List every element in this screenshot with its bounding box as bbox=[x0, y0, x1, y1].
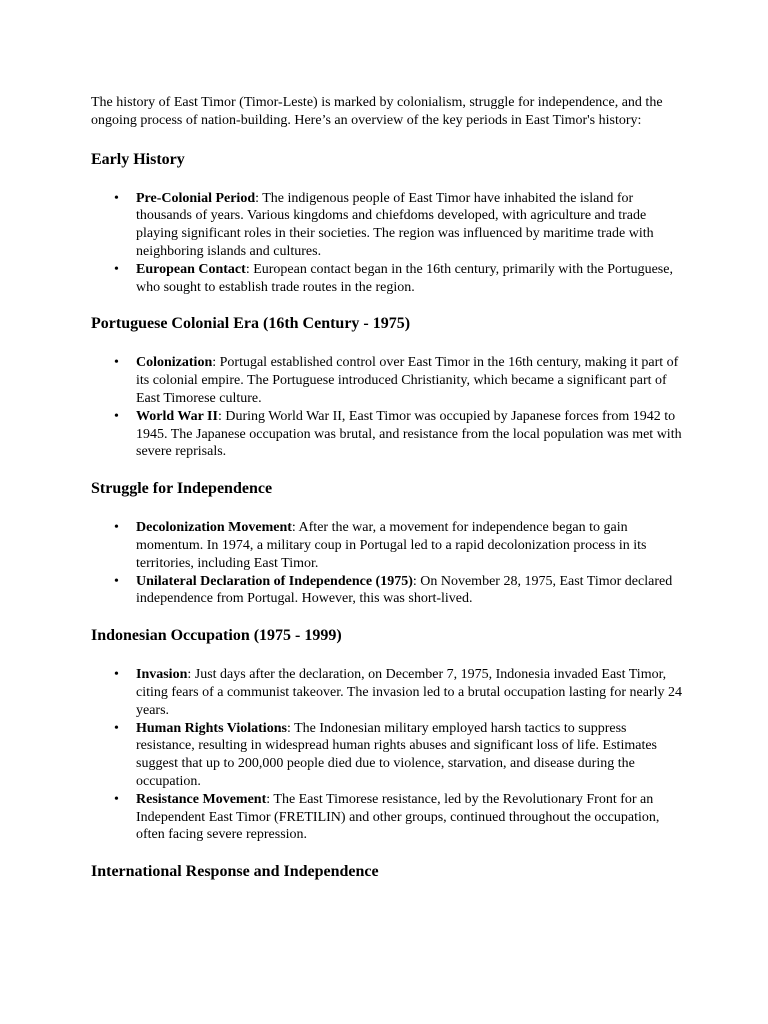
list-item-term: Unilateral Declaration of Independence (1975) bbox=[136, 573, 413, 589]
list-item-text: : After the war, a movement for independence began to gain momentum. In 1974, a military coup in Portugal led to a rapid decolonization process in its territories, including East Timor. bbox=[136, 520, 647, 571]
list-item bbox=[114, 190, 684, 261]
bullet-icon: • bbox=[114, 408, 119, 424]
bullet-icon: • bbox=[114, 520, 119, 536]
list-item bbox=[114, 573, 684, 609]
list-item-term: Invasion bbox=[136, 667, 188, 683]
bullet-icon: • bbox=[114, 261, 119, 277]
bullet-icon: • bbox=[114, 720, 119, 736]
list-item bbox=[114, 519, 684, 572]
section-list-portuguese-colonial-era bbox=[91, 354, 684, 461]
list-item bbox=[114, 666, 684, 719]
bullet-icon: • bbox=[114, 667, 119, 683]
section-heading-international-response: International Response and Independence bbox=[91, 863, 379, 881]
list-item-term: Resistance Movement bbox=[136, 791, 267, 807]
bullet-icon: • bbox=[114, 573, 119, 589]
list-item bbox=[114, 791, 684, 844]
list-item-text: : During World War II, East Timor was occupied by Japanese forces from 1942 to 1945. The Japanese occupation was brutal, and resistance from the local population was met with severe reprisals. bbox=[136, 408, 682, 460]
list-item-term: Decolonization Movement bbox=[136, 520, 292, 536]
list-item-term: European Contact bbox=[136, 261, 246, 277]
list-item-text: : European contact began in the 16th century, primarily with the Portuguese, who sought to establish trade routes in the region. bbox=[136, 261, 673, 295]
section-list-struggle-for-independence bbox=[91, 519, 684, 608]
list-item-text: : Portugal established control over East Timor in the 16th century, making it part of its colonial empire. The Portuguese introduced Christianity, which became a significant part of East Timorese culture. bbox=[136, 355, 679, 406]
bullet-icon: • bbox=[114, 190, 119, 206]
list-item-term: World War II bbox=[136, 408, 218, 424]
list-item bbox=[114, 720, 684, 791]
bullet-icon: • bbox=[114, 791, 119, 807]
list-item-text: : The indigenous people of East Timor have inhabited the island for thousands of years. Various kingdoms and chiefdoms developed, with agriculture and trade playing significant roles in their societies. The region was influenced by maritime trade with neighboring islands and cultures. bbox=[136, 190, 654, 259]
section-heading-indonesian-occupation: Indonesian Occupation (1975 - 1999) bbox=[91, 627, 342, 645]
list-item-text: : The Indonesian military employed harsh tactics to suppress resistance, resulting in widespread human rights abuses and significant loss of life. Estimates suggest that up to 200,000 people died due to violence, starvation, and disease during the occupation. bbox=[136, 720, 657, 789]
section-heading-early-history: Early History bbox=[91, 150, 185, 168]
section-list-indonesian-occupation bbox=[91, 666, 684, 844]
list-item-text: : Just days after the declaration, on December 7, 1975, Indonesia invaded East Timor, citing fears of a communist takeover. The invasion led to a brutal occupation lasting for nearly 24 years. bbox=[136, 667, 682, 718]
list-item-text: : The East Timorese resistance, led by the Revolutionary Front for an Independent East Timor (FRETILIN) and other groups, continued throughout the occupation, often facing severe repression. bbox=[136, 791, 660, 843]
section-heading-portuguese-colonial-era: Portuguese Colonial Era (16th Century - 1975) bbox=[91, 315, 411, 333]
list-item-term: Pre-Colonial Period bbox=[136, 190, 256, 206]
intro-paragraph: The history of East Timor (Timor-Leste) is marked by colonialism, struggle for independence, and the ongoing process of nation-building. Here’s an overview of the key periods in East Timor's history: bbox=[91, 95, 663, 128]
list-item bbox=[114, 354, 684, 407]
list-item-term: Colonization bbox=[136, 355, 213, 371]
section-list-early-history bbox=[91, 190, 684, 297]
list-item-text: : On November 28, 1975, East Timor declared independence from Portugal. However, this was short-lived. bbox=[136, 573, 673, 607]
section-heading-struggle-for-independence: Struggle for Independence bbox=[91, 480, 273, 498]
list-item-term: Human Rights Violations bbox=[136, 720, 287, 736]
list-item bbox=[114, 261, 684, 297]
bullet-icon: • bbox=[114, 355, 119, 371]
list-item bbox=[114, 408, 684, 461]
